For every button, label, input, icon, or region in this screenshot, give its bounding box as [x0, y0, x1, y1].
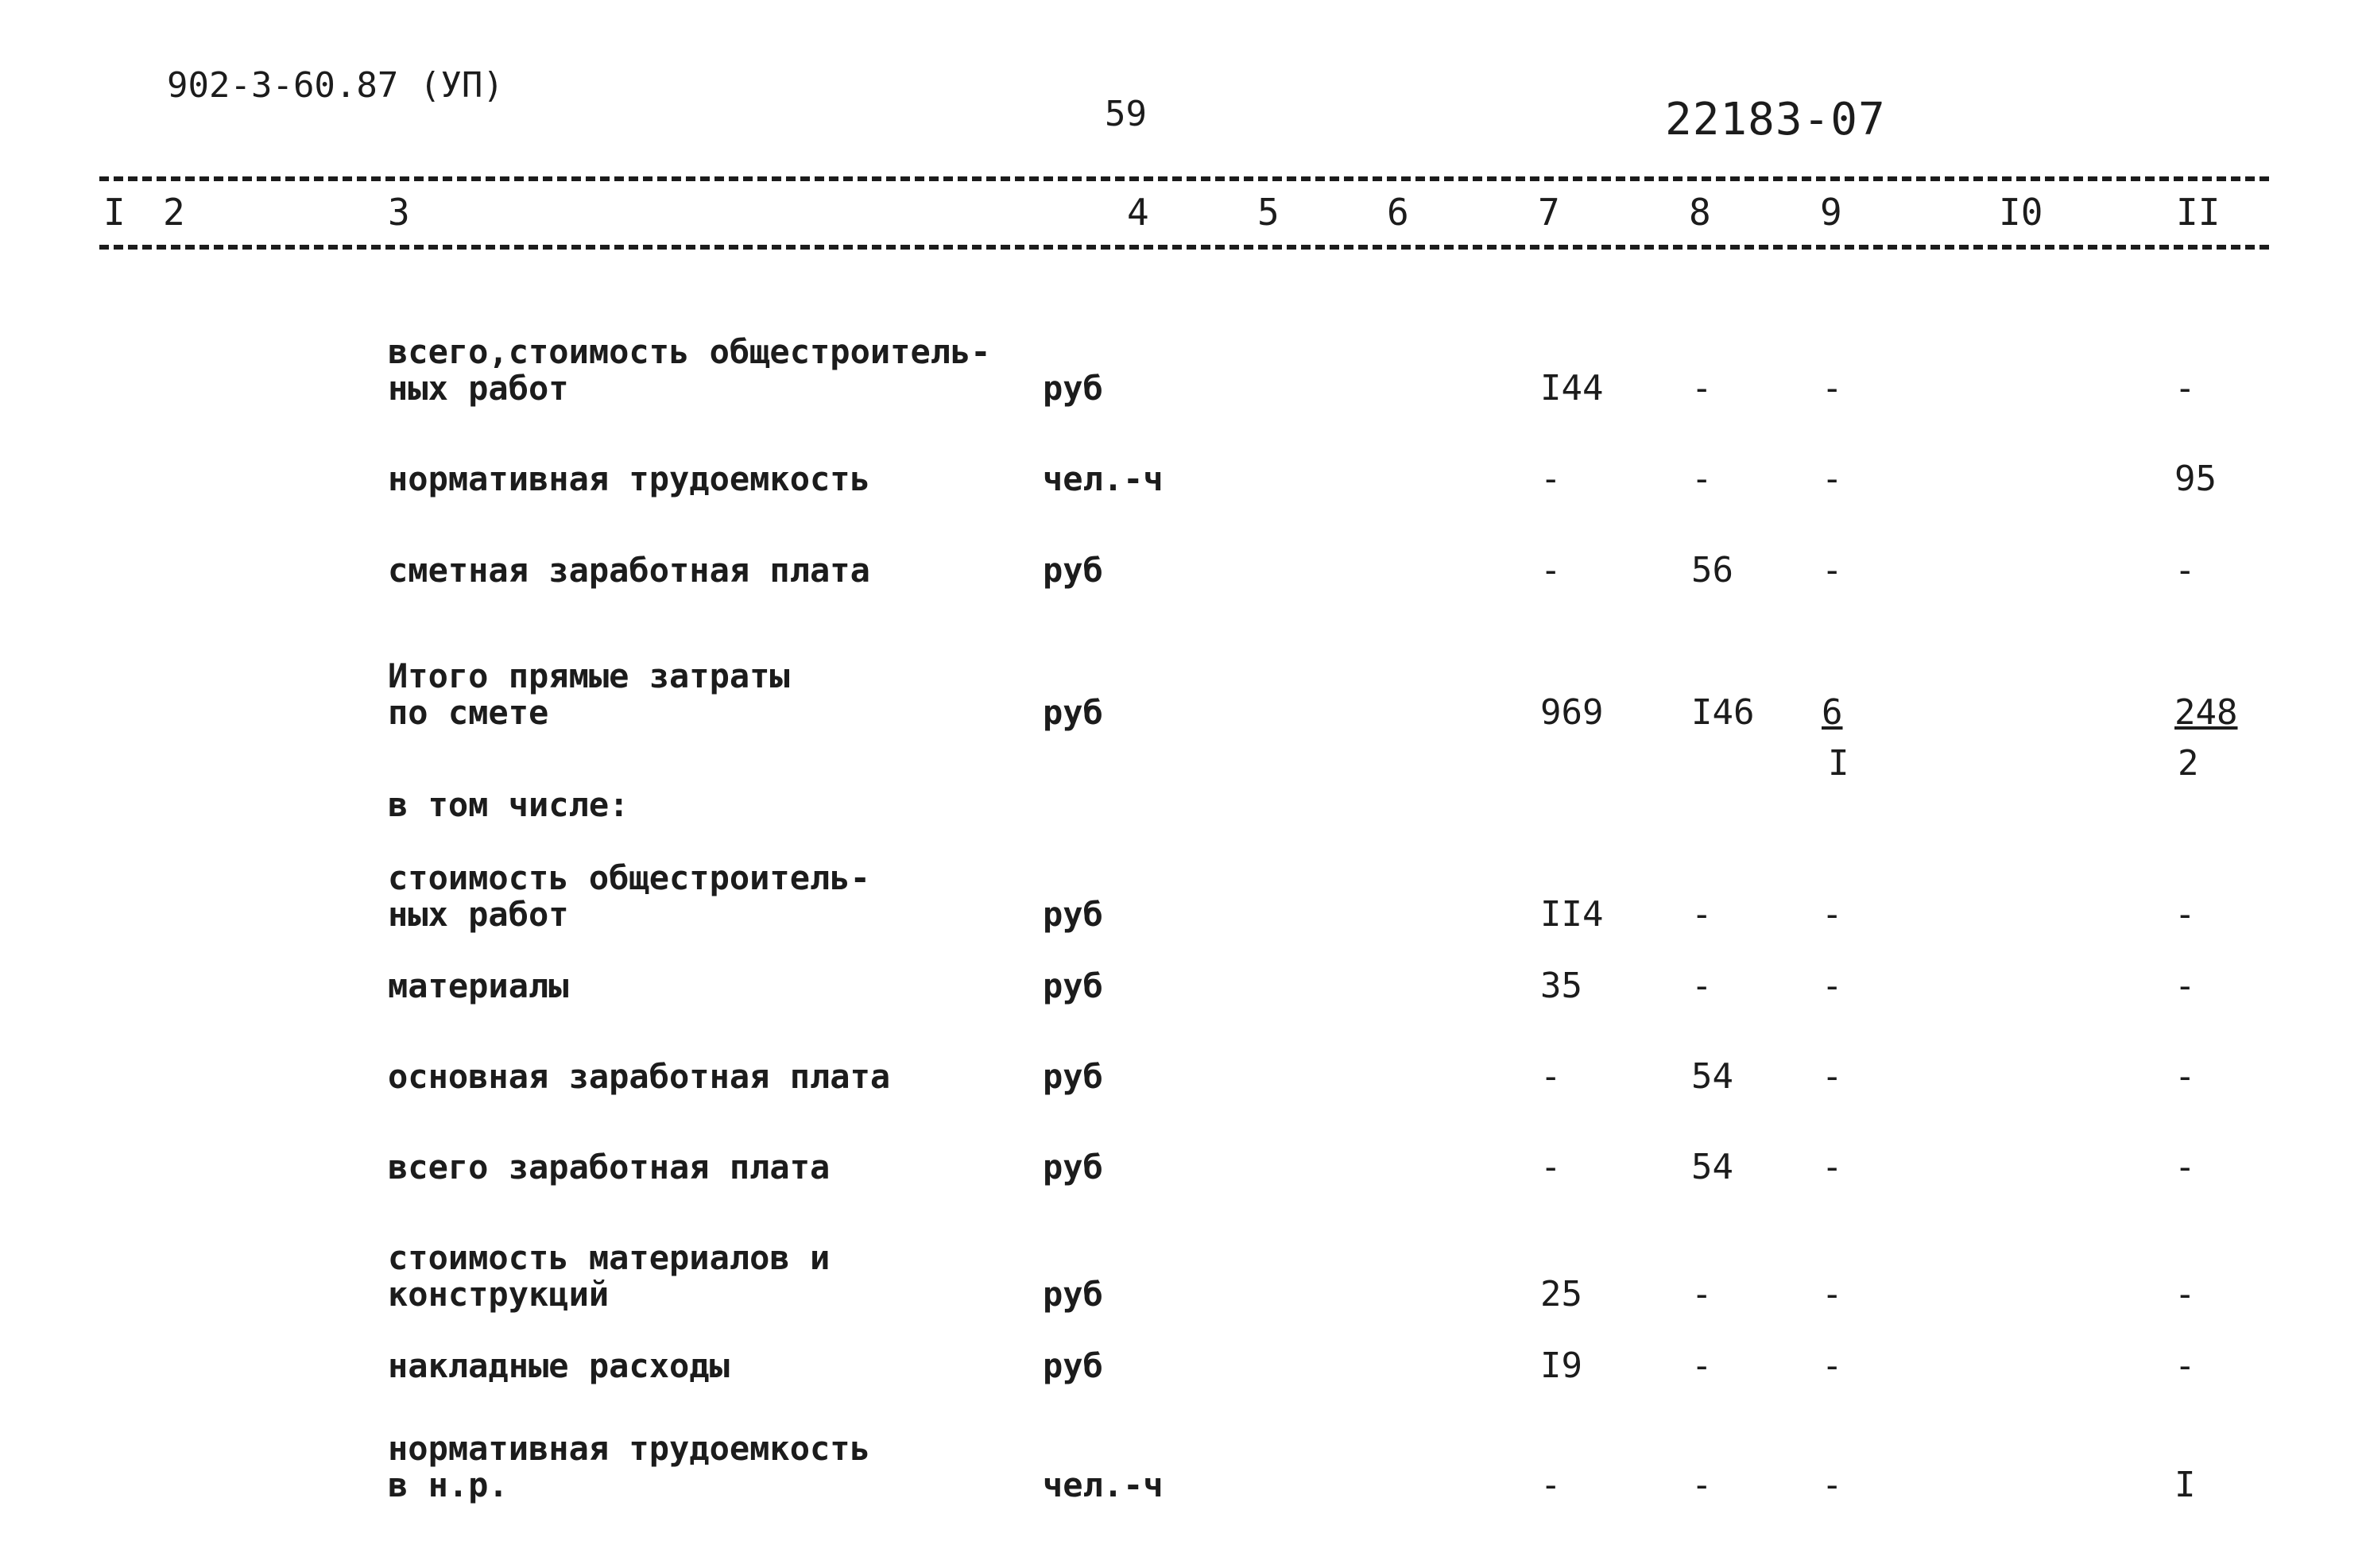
cell-col11: - [2174, 966, 2196, 1006]
row-unit: руб [1043, 693, 1103, 732]
cell-col9: - [1822, 1147, 1843, 1187]
cell-col7: 969 [1540, 692, 1604, 733]
cell-col8: - [1691, 1465, 1713, 1505]
cell-col11: - [2174, 1147, 2196, 1187]
cell-col9: 6 [1822, 692, 1843, 733]
cell-col8: - [1691, 459, 1713, 499]
row-label: стоимость материалов и конструкций [388, 1238, 831, 1314]
cell-col7: II4 [1540, 894, 1604, 935]
row-label: стоимость общестроитель- ных работ [388, 858, 870, 934]
cell-col8: - [1691, 1345, 1713, 1386]
row-label: нормативная трудоемкость [388, 459, 870, 498]
cell-col11: - [2174, 368, 2196, 408]
cell-col8: - [1691, 966, 1713, 1006]
cell-col7: - [1540, 550, 1562, 590]
cell-col7: 35 [1540, 966, 1582, 1006]
cell-col11: - [2174, 894, 2196, 935]
column-number: 5 [1257, 191, 1280, 234]
cell-col11: 248 [2174, 692, 2238, 733]
cell-col8: - [1691, 894, 1713, 935]
cell-col7: - [1540, 459, 1562, 499]
cell-col8: 54 [1691, 1056, 1733, 1097]
row-unit: руб [1043, 551, 1103, 590]
row-unit: руб [1043, 1275, 1103, 1314]
column-number: 8 [1689, 191, 1711, 234]
cell-col7: - [1540, 1056, 1562, 1097]
column-number: 9 [1820, 191, 1842, 234]
row-label: Итого прямые затраты по смете [388, 656, 790, 732]
cell-col9: - [1822, 459, 1843, 499]
cell-col11: I [2174, 1465, 2196, 1505]
cell-col9: - [1822, 1274, 1843, 1314]
row-unit: руб [1043, 369, 1103, 408]
row-label: нормативная трудоемкость в н.р. [388, 1429, 870, 1504]
cell-col9: - [1822, 1056, 1843, 1097]
cell-col9-sub: I [1828, 743, 1849, 784]
row-unit: руб [1043, 895, 1103, 934]
row-label: всего заработная плата [388, 1148, 831, 1187]
row-unit: чел.-ч [1043, 459, 1164, 498]
cell-col11: - [2174, 550, 2196, 590]
page-number: 59 [1105, 94, 1147, 134]
row-unit: руб [1043, 966, 1103, 1005]
cell-col7: - [1540, 1147, 1562, 1187]
column-number: II [2176, 191, 2221, 234]
cell-col11: 95 [2174, 459, 2217, 499]
column-number: I0 [1999, 191, 2043, 234]
row-label: накладные расходы [388, 1346, 730, 1385]
cell-col9: - [1822, 550, 1843, 590]
cell-col11: - [2174, 1345, 2196, 1386]
column-number: 3 [388, 191, 410, 234]
cell-col7: I9 [1540, 1345, 1582, 1386]
cell-col11: - [2174, 1274, 2196, 1314]
cell-col11-sub: 2 [2178, 743, 2199, 784]
cell-col8: 54 [1691, 1147, 1733, 1187]
row-unit: чел.-ч [1043, 1465, 1164, 1504]
cell-col9: - [1822, 966, 1843, 1006]
column-number: 4 [1127, 191, 1149, 234]
row-label: всего,стоимость общестроитель- ных работ [388, 332, 991, 408]
row-unit: руб [1043, 1148, 1103, 1187]
cell-col7: 25 [1540, 1274, 1582, 1314]
column-number: 6 [1387, 191, 1409, 234]
cell-col11: - [2174, 1056, 2196, 1097]
row-label: материалы [388, 966, 569, 1005]
cell-col9: - [1822, 368, 1843, 408]
cell-col8: - [1691, 368, 1713, 408]
header-divider-bottom [99, 245, 2269, 250]
cell-col8: - [1691, 1274, 1713, 1314]
row-label: сметная заработная плата [388, 551, 870, 590]
column-number: 2 [163, 191, 185, 234]
sheet-code: 22183-07 [1665, 94, 1886, 145]
cell-col8: 56 [1691, 550, 1733, 590]
header-divider-top [99, 176, 2269, 181]
cell-col7: - [1540, 1465, 1562, 1505]
row-unit: руб [1043, 1057, 1103, 1096]
row-unit: руб [1043, 1346, 1103, 1385]
cell-col9: - [1822, 894, 1843, 935]
cell-col9: - [1822, 1345, 1843, 1386]
cell-col8: I46 [1691, 692, 1755, 733]
cell-col7: I44 [1540, 368, 1604, 408]
document-code: 902-3-60.87 (УП) [167, 65, 504, 106]
column-number: I [103, 191, 126, 234]
column-number: 7 [1538, 191, 1560, 234]
row-label: основная заработная плата [388, 1057, 891, 1096]
cell-col9: - [1822, 1465, 1843, 1505]
row-label: в том числе: [388, 785, 629, 824]
